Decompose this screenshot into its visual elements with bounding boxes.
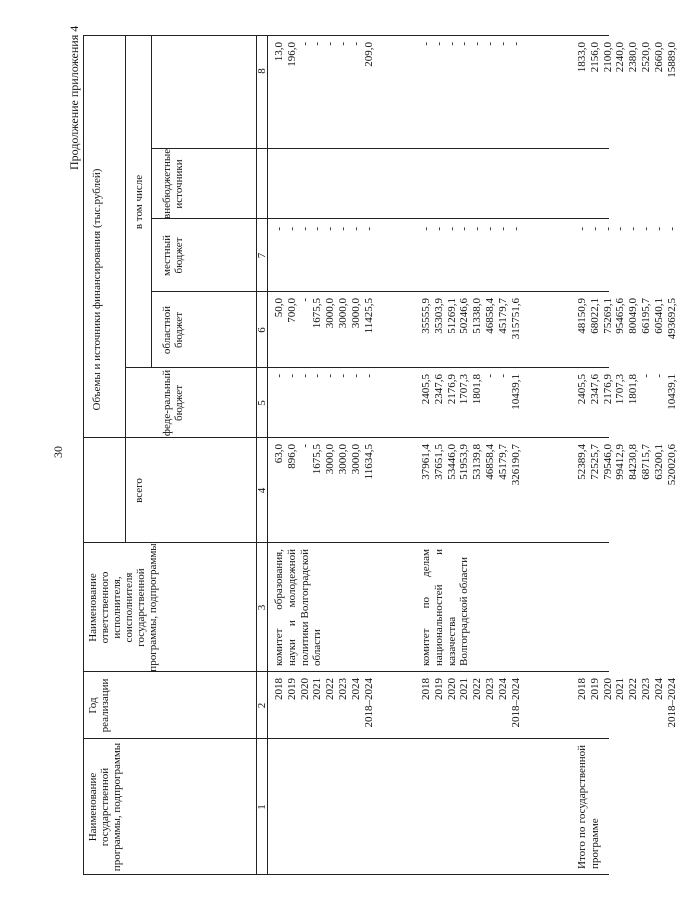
regional-cell: 51338,0 bbox=[471, 298, 484, 334]
year-cell: 2024 bbox=[652, 678, 665, 700]
federal-cell: - bbox=[311, 374, 324, 378]
regional-cell: 50246,6 bbox=[458, 298, 471, 334]
extra-cell: - bbox=[311, 42, 324, 46]
total-cell: 84230,8 bbox=[627, 444, 640, 480]
total-cell: 3000,0 bbox=[349, 444, 362, 475]
regional-cell: 80049,0 bbox=[627, 298, 640, 334]
column-number: 4 bbox=[256, 487, 268, 494]
local-cell: - bbox=[458, 227, 471, 231]
extra-cell: - bbox=[324, 42, 337, 46]
total-cell: 3000,0 bbox=[324, 444, 337, 475]
federal-cell: 1707,3 bbox=[458, 374, 471, 405]
total-column bbox=[420, 444, 522, 543]
column-number: 7 bbox=[256, 252, 268, 259]
federal-cell: - bbox=[336, 374, 349, 378]
regional-cell: 700,0 bbox=[285, 298, 298, 323]
federal-cell: 10439,1 bbox=[665, 374, 678, 410]
table-rule bbox=[125, 36, 126, 543]
extra-cell: 196,0 bbox=[285, 42, 298, 67]
local-cell: - bbox=[483, 227, 496, 231]
executor-name: комитет по делам национальностей и казачества Волгоградской области bbox=[420, 549, 471, 666]
regional-cell: 95465,6 bbox=[614, 298, 627, 334]
regional-cell: - bbox=[298, 298, 311, 302]
regional-cell: 66195,7 bbox=[639, 298, 652, 334]
regional-column bbox=[576, 298, 678, 368]
extra-cell: 2100,0 bbox=[601, 42, 614, 73]
federal-cell: - bbox=[273, 374, 285, 378]
year-cell: 2021 bbox=[614, 678, 627, 700]
regional-cell: 3000,0 bbox=[349, 298, 362, 329]
federal-cell: - bbox=[639, 374, 652, 378]
total-cell: 520020,6 bbox=[665, 444, 678, 486]
federal-cell: 2347,6 bbox=[588, 374, 601, 405]
year-cell: 2023 bbox=[336, 678, 349, 700]
total-header: всего bbox=[133, 478, 145, 503]
regional-cell: 493692,5 bbox=[665, 298, 678, 340]
year-cell: 2022 bbox=[324, 678, 337, 700]
total-cell: 37651,5 bbox=[432, 444, 445, 480]
year-cell: 2023 bbox=[639, 678, 652, 700]
volumes-header: Объемы и источники финансирования (тыс.рублей) bbox=[91, 168, 103, 411]
column-number: 2 bbox=[256, 702, 268, 709]
regional-column bbox=[420, 298, 522, 368]
federal-cell: 2176,9 bbox=[601, 374, 614, 405]
local-cell: - bbox=[509, 227, 522, 231]
total-cell: 53446,0 bbox=[445, 444, 458, 480]
extra-cell: - bbox=[445, 42, 458, 46]
local-cell: - bbox=[496, 227, 509, 231]
regional-cell: 45179,7 bbox=[496, 298, 509, 334]
regional-header: областной бюджет bbox=[161, 305, 185, 355]
regional-cell: 50,0 bbox=[273, 298, 285, 318]
regional-column bbox=[273, 298, 375, 368]
total-cell: 1675,5 bbox=[311, 444, 324, 475]
regional-cell: 46858,4 bbox=[483, 298, 496, 334]
extra-cell: 2520,0 bbox=[639, 42, 652, 73]
column-number: 6 bbox=[256, 327, 268, 333]
table-rule bbox=[83, 36, 84, 875]
federal-cell: 2176,9 bbox=[445, 374, 458, 405]
federal-cell: 2405,5 bbox=[576, 374, 588, 405]
col2-header: Год реализации bbox=[87, 678, 111, 733]
local-cell: - bbox=[420, 227, 432, 231]
federal-cell: - bbox=[285, 374, 298, 378]
total-cell: 53139,8 bbox=[471, 444, 484, 480]
local-cell: - bbox=[336, 227, 349, 231]
column-number: 3 bbox=[256, 604, 268, 611]
total-cell: 63,0 bbox=[273, 444, 285, 464]
federal-column bbox=[420, 374, 522, 438]
year-cell: 2018 bbox=[420, 678, 432, 700]
year-cell: 2019 bbox=[588, 678, 601, 700]
year-cell: 2024 bbox=[349, 678, 362, 700]
year-cell: 2022 bbox=[627, 678, 640, 700]
year-cell: 2020 bbox=[445, 678, 458, 700]
extra-cell: - bbox=[496, 42, 509, 46]
column-number: 8 bbox=[256, 68, 268, 74]
year-cell: 2021 bbox=[311, 678, 324, 700]
local-cell: - bbox=[639, 227, 652, 231]
local-cell: - bbox=[471, 227, 484, 231]
year-cell: 2018–2024 bbox=[665, 678, 678, 728]
local-cell: - bbox=[627, 227, 640, 231]
years-column bbox=[420, 678, 522, 739]
local-cell: - bbox=[665, 227, 678, 231]
local-cell: - bbox=[362, 227, 375, 231]
local-column bbox=[273, 227, 375, 292]
column-number: 1 bbox=[256, 804, 268, 810]
regional-cell: 35555,9 bbox=[420, 298, 432, 334]
extra-cell: - bbox=[432, 42, 445, 46]
local-cell: - bbox=[311, 227, 324, 231]
local-cell: - bbox=[445, 227, 458, 231]
table-rule bbox=[83, 35, 609, 36]
total-cell: 896,0 bbox=[285, 444, 298, 469]
years-column bbox=[576, 678, 678, 739]
year-cell: 2018 bbox=[273, 678, 285, 700]
federal-cell: - bbox=[652, 374, 665, 378]
extra-cell: - bbox=[349, 42, 362, 46]
year-cell: 2018 bbox=[576, 678, 588, 700]
table-rule bbox=[151, 291, 609, 292]
local-cell: - bbox=[432, 227, 445, 231]
extra-cell: - bbox=[458, 42, 471, 46]
table-rule bbox=[83, 671, 609, 672]
federal-cell: 1707,3 bbox=[614, 374, 627, 405]
federal-header: феде-ральный бюджет bbox=[161, 369, 185, 437]
page-number: 30 bbox=[51, 446, 65, 458]
table-rule bbox=[151, 148, 609, 149]
regional-cell: 1675,5 bbox=[311, 298, 324, 329]
local-cell: - bbox=[576, 227, 588, 231]
regional-cell: 75269,1 bbox=[601, 298, 614, 334]
federal-cell: - bbox=[349, 374, 362, 378]
total-cell: 68715,7 bbox=[639, 444, 652, 480]
total-cell: 11634,5 bbox=[362, 444, 375, 480]
total-cell: 63200,1 bbox=[652, 444, 665, 480]
table-rule bbox=[83, 874, 609, 875]
total-cell: 45179,7 bbox=[496, 444, 509, 480]
regional-cell: 48150,9 bbox=[576, 298, 588, 334]
table-rule bbox=[151, 218, 609, 219]
year-cell: 2022 bbox=[471, 678, 484, 700]
extra-cell: - bbox=[509, 42, 522, 46]
extra-cell: - bbox=[336, 42, 349, 46]
years-column bbox=[273, 678, 375, 739]
extra-cell: - bbox=[420, 42, 432, 46]
year-cell: 2021 bbox=[458, 678, 471, 700]
extra-cell: - bbox=[298, 42, 311, 46]
extra-cell: 209,0 bbox=[362, 42, 375, 67]
local-cell: - bbox=[349, 227, 362, 231]
table-rule bbox=[151, 36, 152, 368]
year-cell: 2019 bbox=[432, 678, 445, 700]
local-cell: - bbox=[298, 227, 311, 231]
regional-cell: 3000,0 bbox=[324, 298, 337, 329]
col1-header: Наименование государственной программы, подпрограммы bbox=[87, 742, 123, 872]
col3-header: Наименование ответственного исполнителя, соисполнителя государственной программы, подпрограммы bbox=[87, 543, 159, 672]
incl-header: в том числе bbox=[133, 174, 145, 230]
regional-cell: 60540,1 bbox=[652, 298, 665, 334]
federal-cell: - bbox=[483, 374, 496, 378]
year-cell: 2018–2024 bbox=[362, 678, 375, 728]
local-cell: - bbox=[652, 227, 665, 231]
extra-cell: 2660,0 bbox=[652, 42, 665, 73]
regional-cell: 3000,0 bbox=[336, 298, 349, 329]
local-cell: - bbox=[285, 227, 298, 231]
federal-cell: - bbox=[298, 374, 311, 378]
federal-cell: - bbox=[362, 374, 375, 378]
year-cell: 2020 bbox=[298, 678, 311, 700]
total-cell: 99412,9 bbox=[614, 444, 627, 480]
federal-cell: 2347,6 bbox=[432, 374, 445, 405]
year-cell: 2023 bbox=[483, 678, 496, 700]
local-cell: - bbox=[273, 227, 285, 231]
total-cell: 3000,0 bbox=[336, 444, 349, 475]
regional-cell: 315751,6 bbox=[509, 298, 522, 340]
year-cell: 2019 bbox=[285, 678, 298, 700]
federal-column bbox=[273, 374, 375, 438]
executor-name: комитет образования, науки и молодежной политики Волгоградской области bbox=[273, 549, 324, 666]
local-cell: - bbox=[614, 227, 627, 231]
year-cell: 2024 bbox=[496, 678, 509, 700]
local-cell: - bbox=[601, 227, 614, 231]
federal-cell: 1801,8 bbox=[627, 374, 640, 405]
extra-cell: 2240,0 bbox=[614, 42, 627, 73]
federal-cell: 2405,5 bbox=[420, 374, 432, 405]
extra-cell: - bbox=[483, 42, 496, 46]
regional-cell: 51269,1 bbox=[445, 298, 458, 334]
total-cell: 72525,7 bbox=[588, 444, 601, 480]
extra-cell: - bbox=[471, 42, 484, 46]
column-number: 5 bbox=[256, 400, 268, 406]
total-cell: 52389,4 bbox=[576, 444, 588, 480]
federal-cell: 10439,1 bbox=[509, 374, 522, 410]
extra-column bbox=[273, 42, 375, 219]
total-cell: 46858,4 bbox=[483, 444, 496, 480]
program-name: Итого по государственной программе bbox=[576, 745, 601, 869]
extra-cell: 2156,0 bbox=[588, 42, 601, 73]
extra-column bbox=[576, 42, 678, 219]
local-header: местный бюджет bbox=[161, 235, 185, 276]
local-cell: - bbox=[324, 227, 337, 231]
federal-column bbox=[576, 374, 678, 438]
local-cell: - bbox=[588, 227, 601, 231]
total-column bbox=[576, 444, 678, 543]
regional-cell: 68022,1 bbox=[588, 298, 601, 334]
total-cell: 37961,4 bbox=[420, 444, 432, 480]
extra-cell: 15889,0 bbox=[665, 42, 678, 78]
federal-cell: - bbox=[496, 374, 509, 378]
continuation-label: Продолжение приложения 4 bbox=[67, 25, 81, 170]
extra-cell: 2380,0 bbox=[627, 42, 640, 73]
total-cell: - bbox=[298, 444, 311, 448]
federal-cell: - bbox=[324, 374, 337, 378]
regional-cell: 11425,5 bbox=[362, 298, 375, 334]
total-cell: 51953,9 bbox=[458, 444, 471, 480]
total-cell: 79546,0 bbox=[601, 444, 614, 480]
local-column bbox=[576, 227, 678, 292]
local-column bbox=[420, 227, 522, 292]
extra-cell: 1833,0 bbox=[576, 42, 588, 73]
total-cell: 326190,7 bbox=[509, 444, 522, 486]
year-cell: 2018–2024 bbox=[509, 678, 522, 728]
year-cell: 2020 bbox=[601, 678, 614, 700]
regional-cell: 35303,9 bbox=[432, 298, 445, 334]
federal-cell: 1801,8 bbox=[471, 374, 484, 405]
total-column bbox=[273, 444, 375, 543]
extra-cell: 13,0 bbox=[273, 42, 285, 62]
extra-column bbox=[420, 42, 522, 219]
extra-header: внебюджетные источники bbox=[161, 148, 185, 219]
